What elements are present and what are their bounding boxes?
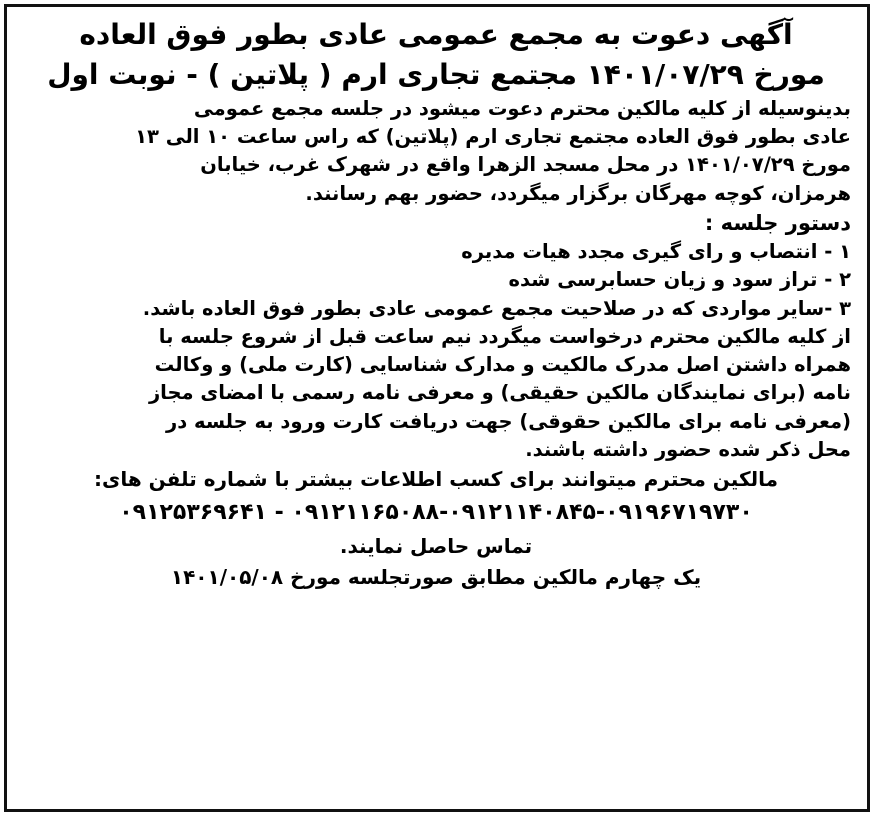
request-line: نامه (برای نمایندگان مالکین حقیقی) و معرفی نامه رسمی با امضای مجاز bbox=[148, 381, 851, 405]
intro-line: هرمزان، کوچه مهرگان برگزار میگردد، حضور بهم رسانند. bbox=[305, 181, 851, 205]
agenda-heading: دستور جلسه : bbox=[704, 210, 851, 235]
request-line: محل ذکر شده حضور داشته باشند. bbox=[525, 437, 851, 461]
contact-line: مالکین محترم میتوانند برای کسب اطلاعات بیشتر با شماره تلفن های: bbox=[94, 467, 778, 492]
notice-title-line-2: مورخ ۱۴۰۱/۰۷/۲۹ مجتمع تجاری ارم ( پلاتین ) - نوبت اول bbox=[47, 58, 825, 91]
request-line: از کلیه مالکین محترم درخواست میگردد نیم ساعت قبل از شروع جلسه با bbox=[158, 325, 851, 349]
contact-end: تماس حاصل نمایند. bbox=[339, 534, 533, 559]
request-paragraph bbox=[21, 323, 851, 464]
agenda-list bbox=[21, 238, 851, 323]
intro-line: مورخ ۱۴۰۱/۰۷/۲۹ در محل مسجد الزهرا واقع در شهرک غرب، خیابان bbox=[200, 153, 851, 177]
agenda-item: ۱ - انتصاب و رای گیری مجدد هیات مدیره bbox=[461, 239, 851, 263]
request-line: همراه داشتن اصل مدرک مالکیت و مدارک شناسایی (کارت ملی) و وکالت bbox=[154, 353, 851, 377]
notice-title-line-1: آگهی دعوت به مجمع عمومی عادی بطور فوق العاده bbox=[79, 18, 793, 51]
intro-paragraph bbox=[21, 95, 851, 208]
intro-line: بدینوسیله از کلیه مالکین محترم دعوت میشود در جلسه مجمع عمومی bbox=[193, 97, 851, 120]
phone-numbers: ۰۹۱۲۱۱۶۵۰۸۸-۰۹۱۲۱۱۴۰۸۴۵-۰۹۱۹۶۷۱۹۷۳۰ - ۰۹۱۲۵۳۶۹۶۴۱ bbox=[119, 500, 753, 526]
intro-line: عادی بطور فوق العاده مجتمع تجاری ارم (پلاتین) که راس ساعت ۱۰ الی ۱۳ bbox=[135, 125, 851, 149]
agenda-item: ۳ -سایر مواردی که در صلاحیت مجمع عمومی عادی بطور فوق العاده باشد. bbox=[142, 296, 851, 320]
footer-signature: یک چهارم مالکین مطابق صورتجلسه مورخ ۱۴۰۱/۰۵/۰۸ bbox=[170, 565, 702, 590]
notice-box bbox=[4, 4, 870, 812]
request-line: (معرفی نامه برای مالکین حقوقی) جهت دریافت کارت ورود به جلسه در bbox=[165, 409, 851, 433]
agenda-item: ۲ - تراز سود و زیان حسابرسی شده bbox=[508, 268, 851, 292]
